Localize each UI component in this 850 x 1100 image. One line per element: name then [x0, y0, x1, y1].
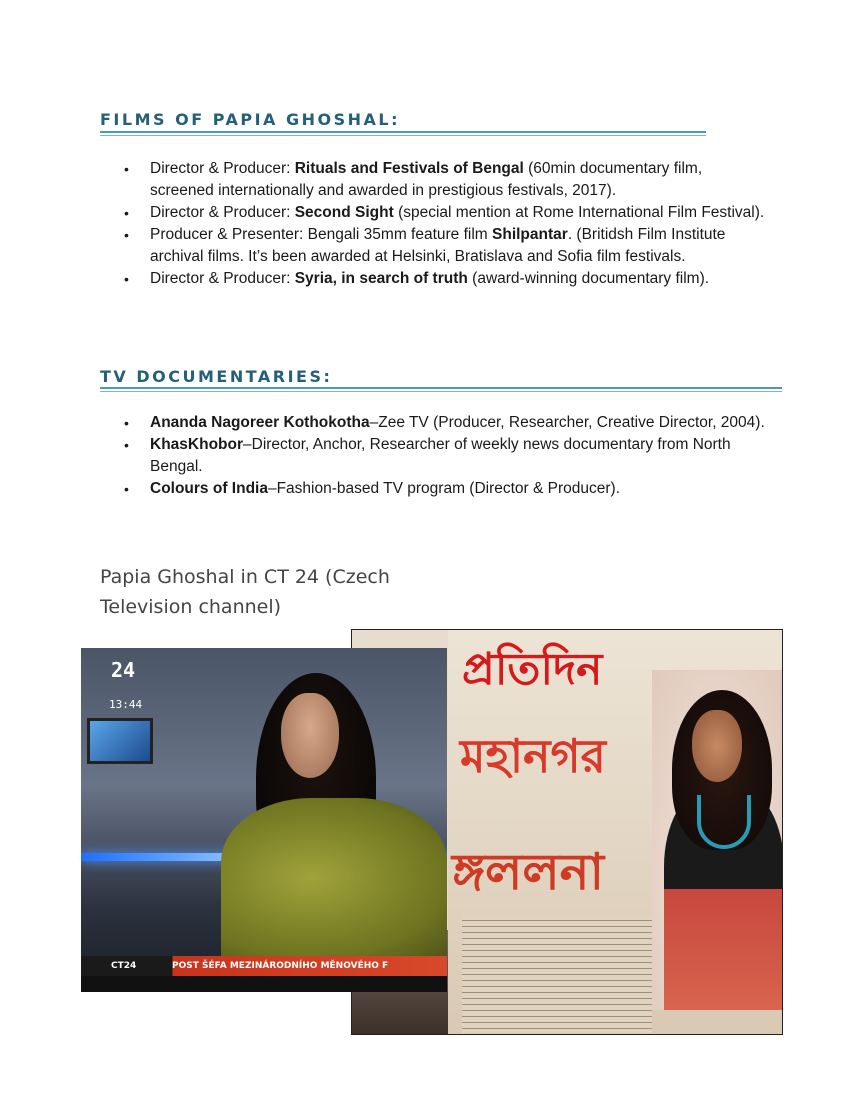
films-heading: FILMS OF PAPIA GHOSHAL:	[100, 110, 400, 129]
tv-studio-photo	[81, 648, 447, 992]
photo-caption	[100, 562, 390, 622]
item-text: Producer & Presenter: Bengali 35mm feature film	[150, 226, 493, 243]
item-title: Shilpantar	[492, 226, 568, 243]
item-text: (award-winning documentary film).	[467, 270, 710, 287]
tv-list	[124, 412, 780, 500]
bullet-icon: •	[124, 415, 129, 431]
item-text: –Fashion-based TV program (Director & Producer).	[267, 480, 621, 497]
tv-item	[124, 478, 780, 500]
tv-item	[124, 412, 780, 434]
newspaper-headline-1: মহানগর	[460, 729, 606, 783]
tv-heading: TV DOCUMENTARIES:	[100, 367, 333, 386]
item-title: Second Sight	[294, 204, 394, 221]
tv-heading-rule-secondary	[100, 391, 782, 392]
on-screen-clock: 13:44	[109, 698, 143, 711]
item-text: Director & Producer:	[150, 160, 295, 177]
item-text: Director & Producer:	[150, 204, 295, 221]
ticker-channel: CT24	[111, 961, 137, 971]
film-item	[124, 224, 770, 268]
bullet-icon: •	[124, 227, 129, 243]
bullet-icon: •	[124, 271, 129, 287]
newspaper-article-text	[462, 915, 652, 1033]
studio-monitor	[87, 718, 153, 764]
ticker-bottom-bar	[81, 976, 447, 992]
portrait-necklace	[697, 795, 751, 849]
caption-line-2: Television channel)	[100, 596, 282, 618]
item-text: –Director, Anchor, Researcher of weekly news documentary from North Bengal.	[150, 436, 731, 475]
portrait-face	[692, 710, 742, 782]
film-item	[124, 268, 770, 290]
item-title: KhasKhobor	[150, 436, 243, 453]
news-ticker	[81, 956, 447, 976]
newspaper-headline-2: ঙ্গললনা	[452, 843, 605, 901]
ticker-text: POST ŠÉFA MEZINÁRODNÍHO MĚNOVÉHO F	[172, 961, 389, 971]
item-title: Colours of India	[150, 480, 268, 497]
films-heading-rule-secondary	[100, 135, 706, 136]
item-title: Syria, in search of truth	[294, 270, 468, 287]
item-text: (60min documentary film, screened internationally and awarded in prestigious festivals, 2017).	[150, 160, 703, 199]
item-text: –Zee TV (Producer, Researcher, Creative Director, 2004).	[369, 414, 765, 431]
item-title: Ananda Nagoreer Kothokotha	[150, 414, 370, 431]
film-item	[124, 158, 770, 202]
bullet-icon: •	[124, 437, 129, 453]
channel-logo: 24	[111, 658, 136, 682]
tv-item	[124, 434, 780, 478]
item-title: Rituals and Festivals of Bengal	[294, 160, 524, 177]
films-list	[124, 158, 770, 290]
presenter-shawl	[221, 798, 447, 958]
bullet-icon: •	[124, 481, 129, 497]
bullet-icon: •	[124, 161, 129, 177]
film-item	[124, 202, 770, 224]
item-text: Director & Producer:	[150, 270, 295, 287]
item-text: . (Britidsh Film Institute archival films. It’s been awarded at Helsinki, Bratislava and Sofia film festivals.	[150, 226, 726, 265]
films-heading-rule	[100, 131, 706, 133]
caption-line-1: Papia Ghoshal in CT 24 (Czech	[100, 566, 390, 588]
presenter-face	[281, 693, 339, 778]
tv-heading-rule	[100, 387, 782, 389]
newspaper-masthead: প্রতিদিন	[462, 644, 603, 695]
item-text: (special mention at Rome International Film Festival).	[393, 204, 765, 221]
bullet-icon: •	[124, 205, 129, 221]
